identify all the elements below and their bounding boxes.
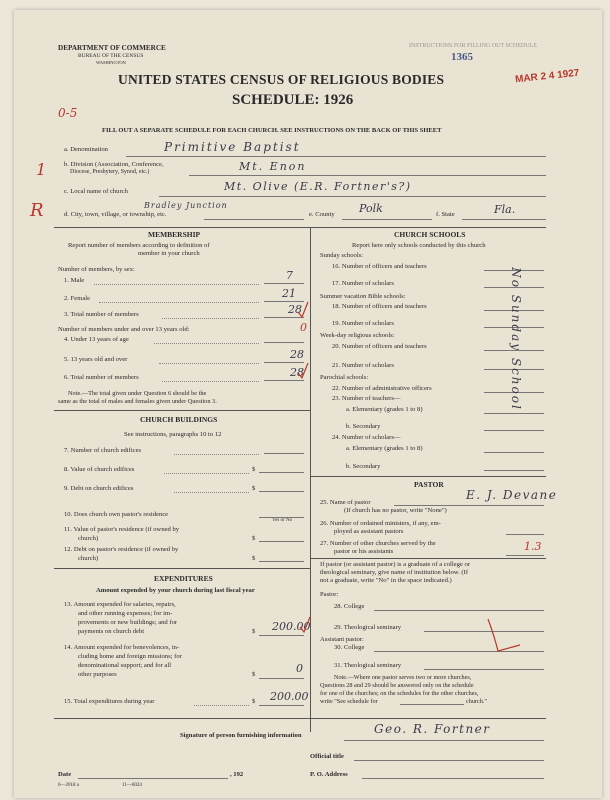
- grad-note-1: If pastor (or assistant pastor) is a graduate of a college or: [320, 561, 470, 568]
- margin-mark-r: R: [30, 200, 44, 221]
- q30-label: 30. College: [334, 644, 365, 651]
- print-number: 11—6024: [122, 783, 142, 788]
- q9-dollar: $: [252, 485, 256, 492]
- q14-dollar: $: [252, 671, 256, 678]
- members-by-sex-label: Number of members, by sex:: [58, 266, 135, 273]
- q3-label: 3. Total number of members: [64, 311, 139, 318]
- q14-label-1: 14. Amount expended for benevolences, in-: [64, 644, 180, 651]
- q2-value: 21: [282, 287, 296, 300]
- county-label: e. County: [309, 211, 335, 218]
- q14-label-2: cluding home and foreign missions; for: [78, 653, 182, 660]
- q11-dollar: $: [252, 535, 256, 542]
- q23a-label: a. Elementary (grades 1 to 8): [346, 406, 423, 413]
- q14-value: 0: [296, 662, 303, 675]
- q13-label-3: provements or new buildings; and for: [78, 619, 178, 626]
- grad-note-3: not a graduate, write "No" in the space indicated.): [320, 577, 452, 584]
- denomination-label: a. Denomination: [64, 146, 108, 153]
- schedule-sheet: [14, 10, 602, 798]
- q27-label-2: pastor or his assistants: [334, 548, 394, 555]
- denomination-value: Primitive Baptist: [164, 140, 301, 154]
- q6-value: 28: [290, 366, 304, 379]
- q23b-label: b. Secondary: [346, 423, 381, 430]
- form-subtitle: SCHEDULE: 1926: [232, 92, 354, 108]
- q27-label-1: 27. Number of other churches served by the: [320, 540, 436, 547]
- schools-title: CHURCH SCHOOLS: [394, 230, 466, 239]
- q16-label: 16. Number of officers and teachers: [332, 263, 427, 270]
- expenditures-subtitle: Amount expended by your church during last fiscal year: [96, 587, 255, 594]
- q13-dollar: $: [252, 628, 256, 635]
- check-mark-icon: [296, 361, 310, 381]
- instruction-banner: FILL OUT A SEPARATE SCHEDULE FOR EACH CHURCH. SEE INSTRUCTIONS ON THE BACK OF THIS SHEET: [102, 127, 442, 134]
- q15-label: 15. Total expenditures during year: [64, 698, 155, 705]
- q25-value: E. J. Devane: [466, 488, 558, 502]
- q1-label: 1. Male: [64, 277, 85, 284]
- signature-value: Geo. R. Fortner: [374, 722, 491, 736]
- form-title: UNITED STATES CENSUS OF RELIGIOUS BODIES: [118, 72, 445, 87]
- margin-mark-one: 1: [36, 160, 47, 179]
- q5-label: 5. 13 years old and over: [64, 356, 128, 363]
- q15-value: 200.00: [270, 690, 309, 703]
- division-label: b. Division (Association, Conference,: [64, 161, 164, 168]
- vacation-schools-label: Summer vacation Bible schools:: [320, 293, 406, 300]
- grad-note-2: theological seminary, give name of institution below. (If: [320, 569, 469, 576]
- q24a-label: a. Elementary (grades 1 to 8): [346, 445, 423, 452]
- assistant-pastor-subheading: Assistant pastor:: [320, 636, 364, 643]
- q25-label: 25. Name of pastor: [320, 499, 371, 506]
- q17-label: 17. Number of scholars: [332, 280, 394, 287]
- q8-label: 8. Value of church edifices: [64, 466, 135, 473]
- check-mark-icon: [298, 615, 312, 635]
- q4-label: 4. Under 13 years of age: [64, 336, 129, 343]
- buildings-title: CHURCH BUILDINGS: [140, 415, 218, 424]
- q15-dollar: $: [252, 698, 256, 705]
- q18-label: 18. Number of officers and teachers: [332, 303, 427, 310]
- form-number: 6—2018 a: [58, 783, 79, 788]
- q13-label-2: and other running expenses; for im-: [78, 610, 173, 617]
- division-label-2: Diocese, Presbytery, Synod, etc.): [70, 169, 150, 175]
- received-date-stamp: MAR 2 4 1927: [514, 67, 580, 86]
- q29-label: 29. Theological seminary: [334, 624, 402, 631]
- q26-label-2: ployed as assistant pastors: [334, 528, 404, 535]
- q21-label: 21. Number of scholars: [332, 362, 394, 369]
- q27-value: 1.3: [524, 540, 542, 553]
- no-sunday-school-note: No Sunday School: [508, 267, 523, 411]
- pastor-title: PASTOR: [414, 480, 444, 489]
- local-name-value: Mt. Olive (E.R. Fortner's?): [224, 180, 412, 193]
- faint-instructions-header: INSTRUCTIONS FOR FILLING OUT SCHEDULE: [409, 43, 537, 49]
- membership-intro-1: Report number of members according to definition of: [68, 242, 210, 249]
- county-value: Polk: [359, 202, 383, 215]
- red-pencil-stroke: [484, 615, 524, 655]
- q14-label-3: denominational support; and for all: [78, 662, 172, 669]
- q10-label: 10. Does church own pastor's residence: [64, 511, 169, 518]
- q11-label-1: 11. Value of pastor's residence (if owned by: [64, 526, 180, 533]
- handwritten-mark: 0-5: [58, 106, 78, 120]
- pastor-subheading: Pastor:: [320, 591, 339, 598]
- buildings-subtitle: See instructions, paragraphs 10 to 12: [124, 431, 222, 438]
- pastor-note-3: for one of the churches; on the schedules for the other churches,: [320, 690, 479, 697]
- q20-label: 20. Number of officers and teachers: [332, 343, 427, 350]
- q5-value: 28: [290, 348, 304, 361]
- official-title-label: Official title: [310, 753, 344, 760]
- yes-no-hint: Yes or No: [272, 518, 293, 523]
- signature-label: Signature of person furnishing information: [180, 732, 302, 739]
- weekday-schools-label: Week-day religious schools:: [320, 332, 395, 339]
- pastor-note-4: write "See schedule for: [320, 698, 378, 705]
- q2-label: 2. Female: [64, 295, 91, 302]
- state-label: f. State: [436, 211, 455, 218]
- po-address-label: P. O. Address: [310, 771, 348, 778]
- sunday-schools-label: Sunday schools:: [320, 252, 364, 259]
- membership-note-2: same as the total of males and females given under Question 3.: [58, 398, 217, 405]
- q13-label-1: 13. Amount expended for salaries, repairs,: [64, 601, 176, 608]
- schools-intro: Report here only schools conducted by this church: [352, 242, 486, 249]
- membership-note-1: Note.—The total given under Question 6 should be the: [68, 390, 207, 397]
- q13-label-4: payments on church debt: [78, 628, 145, 635]
- serial-number: 1365: [451, 51, 473, 63]
- q11-label-2: church): [78, 535, 99, 542]
- q1-value: 7: [286, 269, 293, 282]
- q7-label: 7. Number of church edifices: [64, 447, 142, 454]
- division-value: Mt. Enon: [239, 160, 307, 173]
- date-year-label: , 192: [230, 771, 244, 778]
- q13-value: 200.00: [272, 620, 311, 633]
- q12-label-1: 12. Debt on pastor's residence (if owned by: [64, 546, 179, 553]
- q12-dollar: $: [252, 555, 256, 562]
- bureau-city: WASHINGTON: [96, 60, 126, 65]
- q19-label: 19. Number of scholars: [332, 320, 394, 327]
- q24-label: 24. Number of scholars—: [332, 434, 401, 441]
- department-name: DEPARTMENT OF COMMERCE: [58, 44, 166, 52]
- q24b-label: b. Secondary: [346, 463, 381, 470]
- q12-label-2: church): [78, 555, 99, 562]
- q9-label: 9. Debt on church edifices: [64, 485, 134, 492]
- pastor-note-5: church.": [466, 698, 487, 705]
- q4-value: 0: [300, 321, 307, 334]
- age-header-label: Number of members under and over 13 years old:: [58, 326, 190, 333]
- state-value: Fla.: [494, 203, 516, 216]
- q28-label: 28. College: [334, 603, 365, 610]
- check-mark-icon: [296, 300, 310, 320]
- parochial-schools-label: Parochial schools:: [320, 374, 369, 381]
- q22-label: 22. Number of administrative officers: [332, 385, 432, 392]
- q23-label: 23. Number of teachers—: [332, 395, 401, 402]
- pastor-note-2: Questions 28 and 29 should be answered only on the schedule: [320, 682, 474, 689]
- city-label: d. City, town, village, or township, etc.: [64, 211, 167, 218]
- membership-intro-2: member in your church: [138, 250, 200, 257]
- bureau-name: BUREAU OF THE CENSUS: [78, 53, 144, 59]
- city-value: Bradley Junction: [144, 201, 228, 210]
- q3-value: 28: [288, 303, 302, 316]
- q31-label: 31. Theological seminary: [334, 662, 402, 669]
- local-name-label: c. Local name of church: [64, 188, 128, 195]
- q14-label-4: other purposes: [78, 671, 117, 678]
- pastor-note-1: Note.—Where one pastor serves two or more churches,: [334, 674, 472, 681]
- q25-note: (If church has no pastor, write "None"): [344, 507, 447, 514]
- date-label: Date: [58, 771, 72, 778]
- q26-label-1: 26. Number of ordained ministers, if any, em-: [320, 520, 441, 527]
- q8-dollar: $: [252, 466, 256, 473]
- membership-title: MEMBERSHIP: [148, 230, 201, 239]
- expenditures-title: EXPENDITURES: [154, 574, 213, 583]
- q6-label: 6. Total number of members: [64, 374, 139, 381]
